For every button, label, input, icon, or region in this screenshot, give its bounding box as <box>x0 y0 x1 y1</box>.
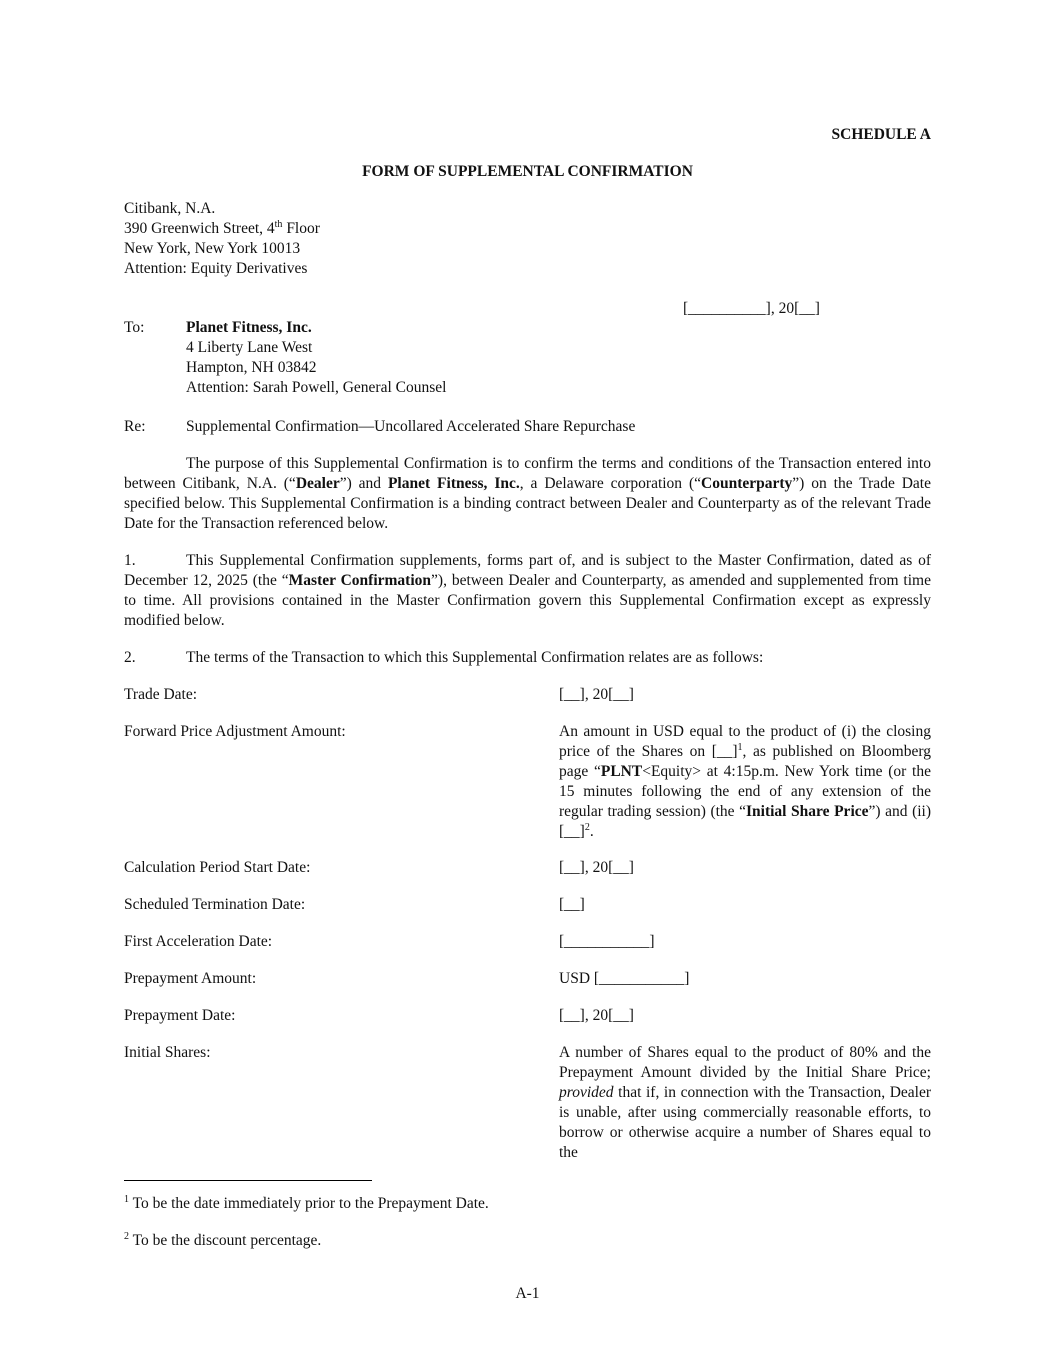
purpose-paragraph: The purpose of this Supplemental Confirmation is to confirm the terms and conditions of the Transaction entered into between Citibank, N.A. (“Dealer”) and Planet Fitness, Inc., a Delaware corporation (“Counterparty”) on the Trade Date specified below. This Supplemental Confirmation is a binding contract between Dealer and Counterparty as of the relevant Trade Date for the Transaction referenced below. <box>124 455 931 532</box>
term-value-initial-shares: A number of Shares equal to the product of 80% and the Prepayment Amount divided by the Initial Share Price; provided that if, in connection with the Transaction, Dealer is unable, after using commercially reasonable efforts, to borrow or otherwise acquire a number of Shares equal to the <box>559 1044 931 1161</box>
term-label-prepayment-amount: Prepayment Amount: <box>124 970 257 987</box>
term-label-calculation-period-start: Calculation Period Start Date: <box>124 859 311 876</box>
recipient-city: Hampton, NH 03842 <box>186 359 317 376</box>
term-label-forward-price-adjustment: Forward Price Adjustment Amount: <box>124 723 346 740</box>
term-label-scheduled-termination: Scheduled Termination Date: <box>124 896 306 913</box>
recipient-address <box>186 318 446 398</box>
date-blank: [__________], 20[__] <box>683 300 820 317</box>
schedule-heading: SCHEDULE A <box>831 126 931 143</box>
footnote-2: $^2$ To be the discount percentage. <box>124 1230 322 1249</box>
sender-street: 390 Greenwich Street, 4th Floor <box>124 218 320 237</box>
term-label-initial-shares: Initial Shares: <box>124 1044 211 1061</box>
re-label: Re: <box>124 418 146 435</box>
term-value-scheduled-termination: [__] <box>559 896 585 913</box>
term-value-forward-price-adjustment: An amount in USD equal to the product of (i) the closing price of the Shares on [__]$^1$, as published on Bloomberg page “PLNT<Equity> at 4:15p.m. New York time (or the 15 minutes following the end of any extension of the regular trading session) (the “Initial Share Price”) and (ii) [__]$^2$. <box>559 723 932 840</box>
recipient-street: 4 Liberty Lane West <box>186 339 313 356</box>
re-subject: Supplemental Confirmation—Uncollared Accelerated Share Repurchase <box>186 418 636 435</box>
document-title: FORM OF SUPPLEMENTAL CONFIRMATION <box>362 163 693 180</box>
term-value-trade-date: [__], 20[__] <box>559 686 634 703</box>
term-value-first-acceleration: [___________] <box>559 933 655 950</box>
section-1-number: 1. <box>124 552 136 569</box>
recipient-name: Planet Fitness, Inc. <box>186 319 312 336</box>
term-label-trade-date: Trade Date: <box>124 686 198 703</box>
to-label: To: <box>124 319 145 336</box>
sender-attention: Attention: Equity Derivatives <box>124 260 308 277</box>
document-page <box>124 0 931 1365</box>
footnote-divider <box>124 1180 372 1181</box>
sender-name: Citibank, N.A. <box>124 200 216 217</box>
sender-city: New York, New York 10013 <box>124 240 301 257</box>
term-value-prepayment-amount: USD [___________] <box>559 970 690 987</box>
section-1-paragraph: 1. This Supplemental Confirmation supplements, forms part of, and is subject to the Master Confirmation, dated as of December 12, 2025 (the “Master Confirmation”), between Dealer and Counterparty, as amended and supplemented from time to time. All provisions contained in the Master Confirmation govern this Supplemental Confirmation except as expressly modified below. <box>124 552 931 629</box>
page-number: A-1 <box>515 1285 540 1302</box>
section-2-number: 2. <box>124 649 136 666</box>
term-label-prepayment-date: Prepayment Date: <box>124 1007 236 1024</box>
term-value-prepayment-date: [__], 20[__] <box>559 1007 634 1024</box>
term-label-first-acceleration: First Acceleration Date: <box>124 933 273 950</box>
sender-address <box>124 199 320 279</box>
term-value-calculation-period-start: [__], 20[__] <box>559 859 634 876</box>
section-2-paragraph: 2. The terms of the Transaction to which this Supplemental Confirmation relates are as follows: <box>124 649 764 666</box>
footnote-1: $^1$ To be the date immediately prior to the Prepayment Date. <box>124 1193 489 1212</box>
recipient-attention: Attention: Sarah Powell, General Counsel <box>186 379 447 396</box>
